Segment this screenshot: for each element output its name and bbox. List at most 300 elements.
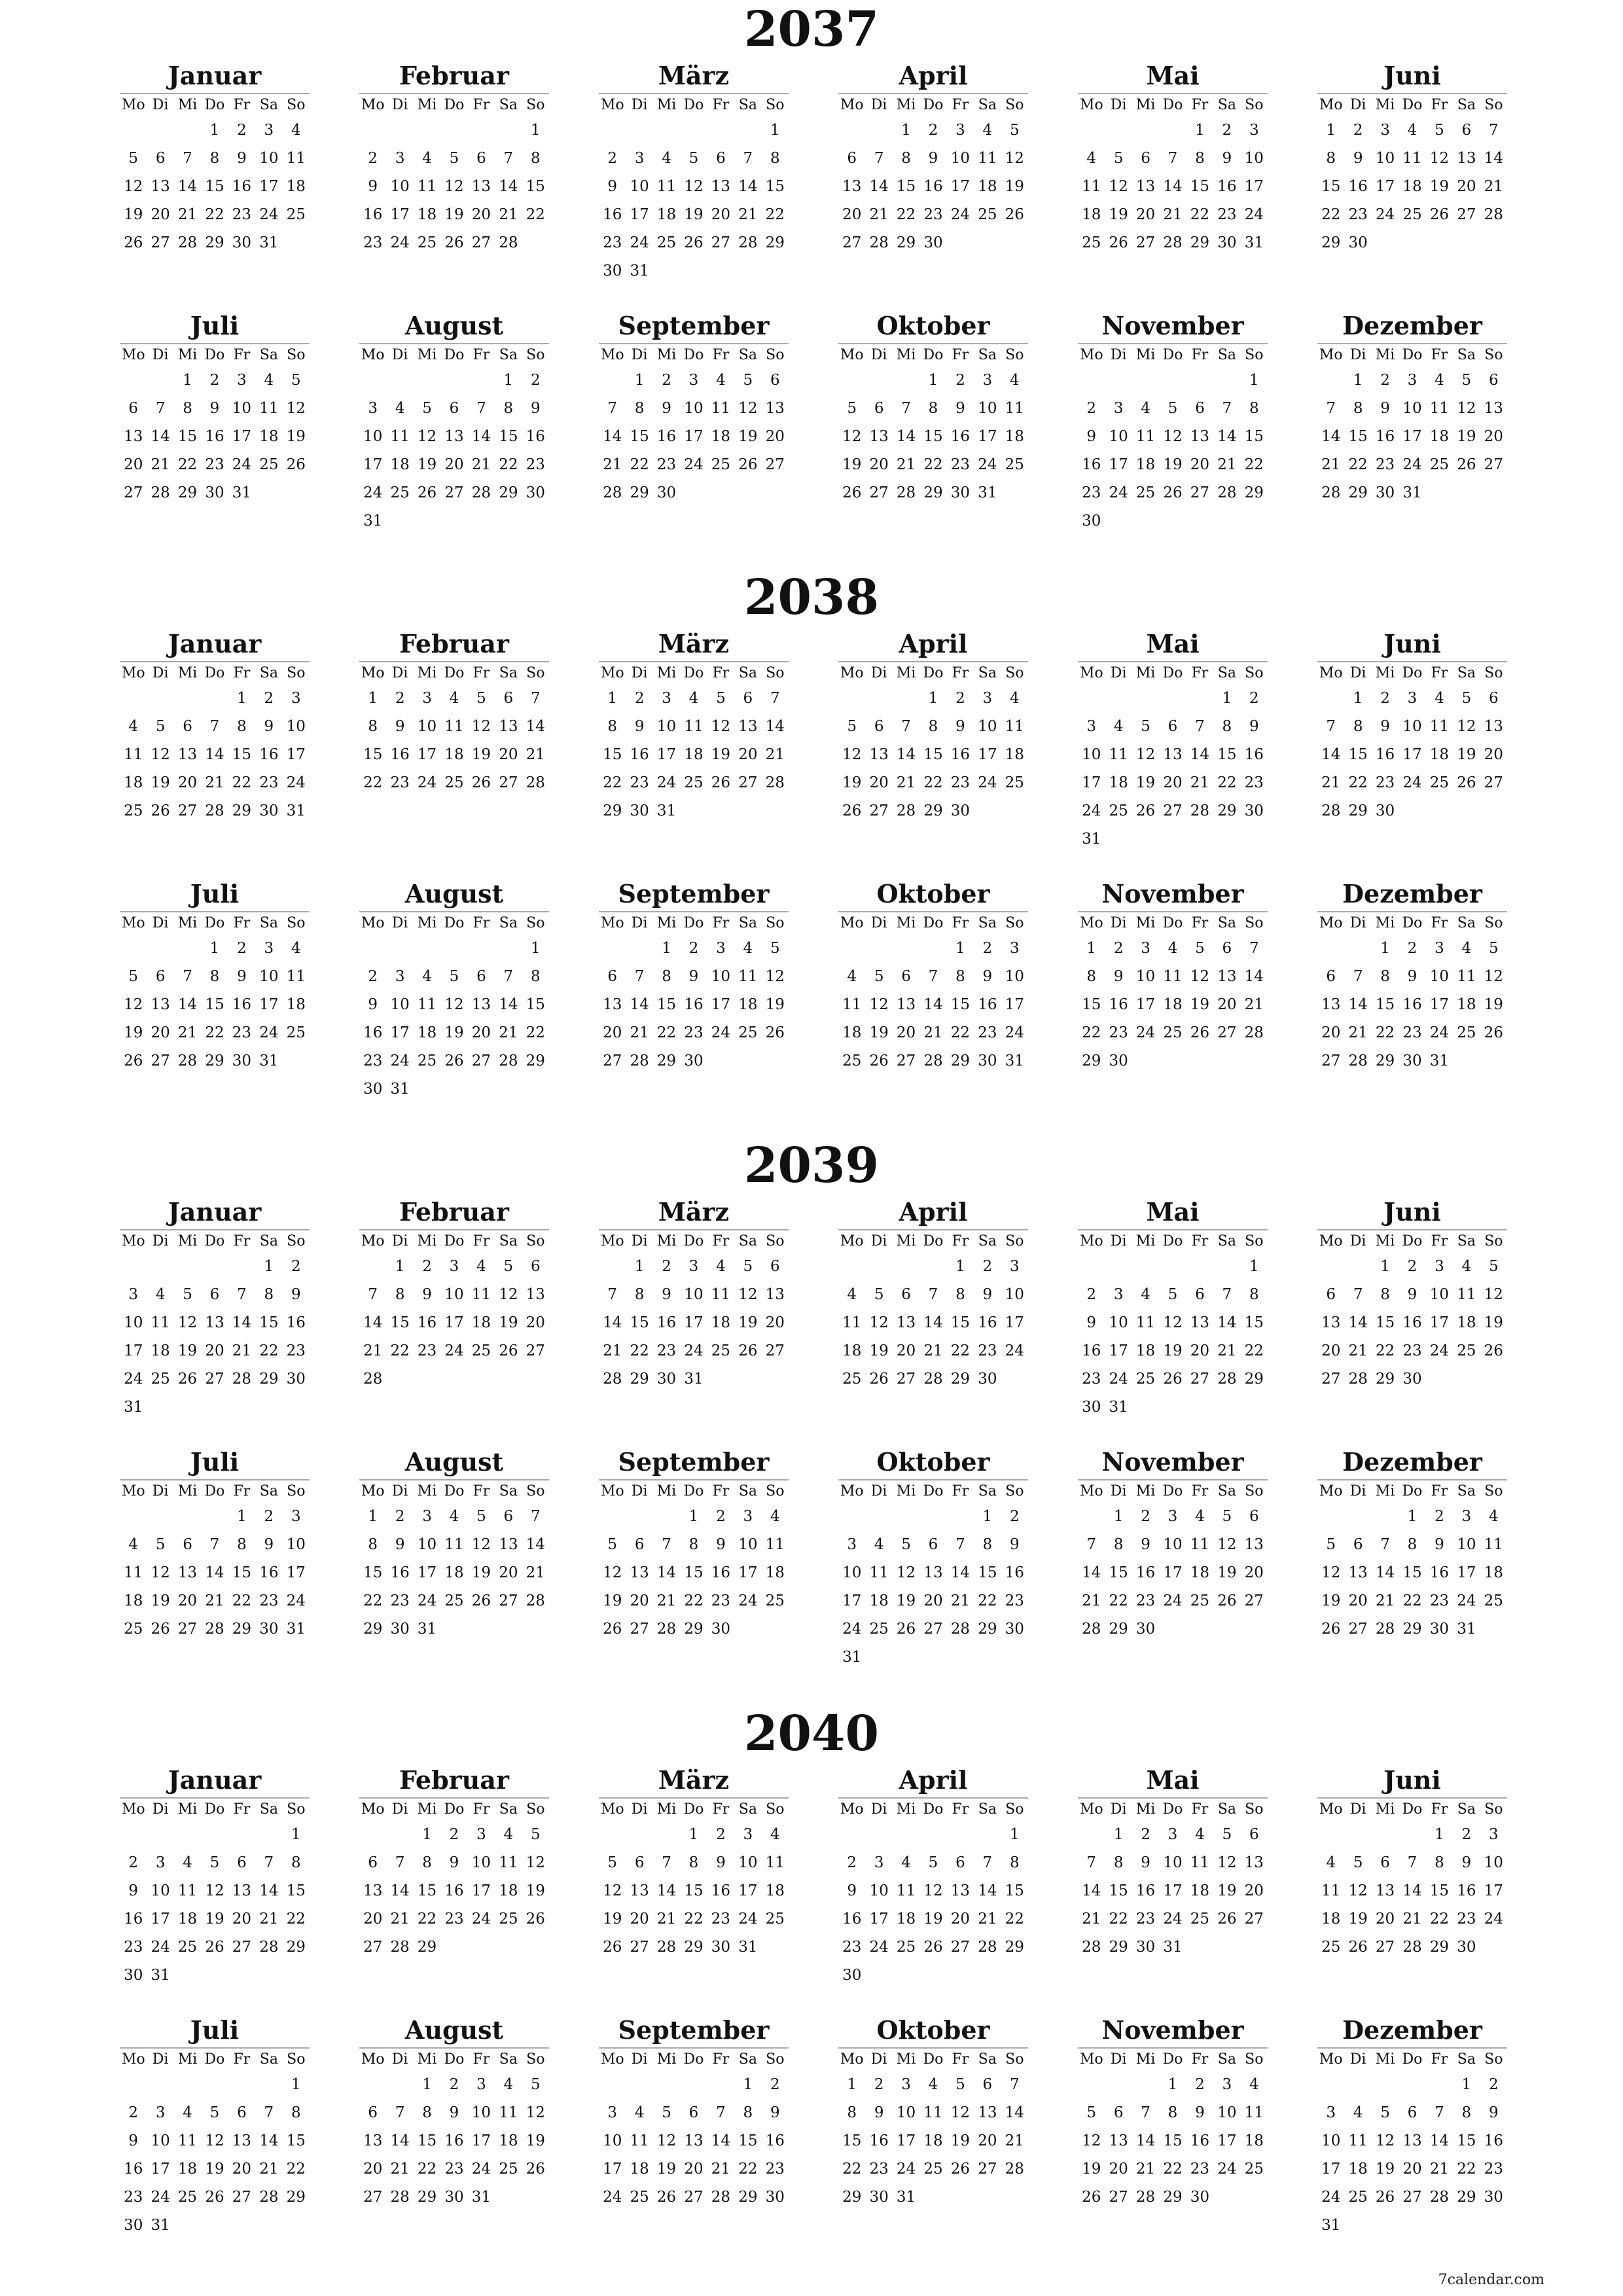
day-cell: 28 (1217, 1371, 1237, 1388)
day-cell: 10 (1005, 1286, 1024, 1303)
day-cell: 20 (526, 1314, 545, 1331)
day-cell: 29 (923, 484, 943, 501)
weekday-label: Do (923, 665, 944, 681)
weekday-header (838, 343, 1028, 367)
day-cell: 11 (1348, 2132, 1368, 2149)
weekday-label: Do (683, 347, 704, 363)
day-cell: 24 (1484, 1910, 1503, 1928)
day-cell: 20 (950, 1910, 971, 1928)
weekday-label: Di (152, 1233, 169, 1249)
day-cell: 3 (1086, 718, 1097, 735)
day-cell: 24 (1429, 1024, 1450, 1041)
day-cell: 17 (1217, 2132, 1237, 2149)
day-cell: 9 (449, 1854, 459, 1871)
weekday-label: So (1005, 1483, 1024, 1499)
day-cell: 26 (1375, 2189, 1395, 2206)
day-cell: 8 (1326, 150, 1336, 167)
day-cell: 24 (1135, 1024, 1156, 1041)
day-cell: 17 (896, 2132, 916, 2149)
day-cell: 10 (259, 968, 279, 985)
weekday-label: So (1005, 1801, 1024, 1818)
day-cell: 30 (869, 2189, 889, 2206)
day-cell: 29 (526, 1052, 545, 1069)
weekday-label: Sa (1457, 1801, 1476, 1818)
day-cell: 19 (738, 428, 758, 445)
day-cell: 2 (955, 690, 965, 707)
month-block (1317, 310, 1507, 546)
day-cell: 5 (874, 968, 884, 985)
weekday-label: Fr (952, 2051, 969, 2068)
day-cell: 11 (151, 1314, 170, 1331)
day-cell: 30 (1457, 1939, 1476, 1956)
weekday-label: Sa (499, 1233, 518, 1249)
day-cell: 3 (264, 122, 274, 139)
day-cell: 2 (1141, 1508, 1150, 1525)
weekday-label: Mi (656, 1233, 677, 1249)
day-cell: 29 (630, 484, 649, 501)
day-cell: 20 (869, 774, 889, 791)
weekday-label: Mi (177, 1483, 198, 1499)
weekday-label: Sa (1217, 665, 1236, 681)
day-cell: 16 (950, 428, 971, 445)
weekday-label: Do (444, 97, 465, 113)
day-cell: 9 (1249, 718, 1259, 735)
day-cell: 7 (1222, 1286, 1232, 1303)
day-cell: 31 (656, 802, 677, 819)
day-cell: 9 (716, 1536, 726, 1553)
weekday-label: Di (391, 1483, 408, 1499)
day-cell: 30 (603, 262, 622, 279)
day-cell: 1 (1380, 940, 1390, 957)
month-block (1317, 2015, 1507, 2250)
day-cell: 16 (286, 1314, 306, 1331)
weekday-label: Fr (473, 915, 490, 931)
weekday-label: Mi (417, 1233, 437, 1249)
day-cell: 2 (688, 940, 699, 957)
day-cell: 5 (1086, 2104, 1097, 2121)
day-cell: 28 (471, 484, 491, 501)
weekday-label: Mo (1319, 1801, 1343, 1818)
day-cell: 24 (363, 484, 383, 501)
day-cell: 4 (1113, 718, 1124, 735)
day-cell: 2 (1353, 122, 1363, 139)
day-cell: 21 (1082, 1592, 1101, 1609)
day-cell: 28 (869, 234, 889, 251)
day-cell: 26 (205, 1939, 224, 1956)
weekday-label: Mi (896, 1801, 916, 1818)
day-cell: 27 (151, 1052, 170, 1069)
day-cell: 21 (363, 1342, 383, 1359)
day-cell: 23 (1217, 206, 1237, 223)
day-cell: 10 (1109, 428, 1128, 445)
day-cell: 18 (765, 1564, 785, 1581)
day-cell: 1 (422, 1826, 432, 1843)
weekday-label: Di (631, 1801, 648, 1818)
day-cell: 24 (711, 1024, 731, 1041)
day-cell: 13 (630, 1882, 649, 1899)
day-cell: 9 (264, 1536, 274, 1553)
day-cell: 8 (955, 1286, 965, 1303)
day-cell: 11 (1135, 428, 1156, 445)
day-cell: 26 (205, 2189, 224, 2206)
day-cell: 1 (928, 372, 938, 389)
day-cell: 12 (471, 718, 491, 735)
weekday-label: Do (1162, 1233, 1183, 1249)
weekday-label: Fr (1431, 2051, 1448, 2068)
day-cell: 17 (1109, 456, 1128, 473)
day-cell: 21 (656, 1910, 677, 1928)
day-cell: 7 (264, 2104, 274, 2121)
day-cell: 23 (978, 1342, 997, 1359)
day-cell: 3 (422, 1508, 432, 1525)
day-cell: 24 (471, 1910, 491, 1928)
day-cell: 14 (869, 178, 889, 195)
day-cell: 21 (869, 206, 889, 223)
weekday-label: Fr (1431, 1801, 1448, 1818)
day-cell: 17 (417, 1564, 437, 1581)
day-cell: 12 (869, 1314, 889, 1331)
day-cell: 16 (1190, 2132, 1210, 2149)
day-cell: 25 (765, 1592, 785, 1609)
day-cell: 16 (1402, 996, 1422, 1013)
day-cell: 18 (711, 428, 731, 445)
weekday-label: So (1005, 97, 1024, 113)
day-cell: 4 (634, 2104, 645, 2121)
day-cell: 14 (603, 428, 622, 445)
day-cell: 27 (630, 1621, 649, 1638)
weekday-label: So (287, 915, 306, 931)
day-cell: 15 (1109, 1882, 1128, 1899)
day-cell: 2 (422, 1258, 432, 1275)
day-cell: 22 (1244, 456, 1264, 473)
day-cell: 17 (286, 746, 306, 763)
day-cell: 26 (1005, 206, 1024, 223)
day-cell: 21 (1005, 2132, 1024, 2149)
day-cell: 24 (286, 1592, 306, 1609)
day-cell: 9 (1407, 968, 1418, 985)
day-cell: 5 (1461, 372, 1472, 389)
weekday-label: Mo (600, 97, 624, 113)
day-cell: 7 (982, 1854, 993, 1871)
day-cell: 17 (1402, 746, 1422, 763)
day-cell: 18 (259, 428, 279, 445)
month-block (359, 2015, 549, 2250)
day-cell: 6 (1249, 1508, 1259, 1525)
month-name: Juli (190, 1447, 240, 1477)
day-cell: 22 (684, 1910, 704, 1928)
weekday-label: Sa (1457, 1483, 1476, 1499)
day-cell: 31 (124, 1399, 143, 1416)
month-block (1317, 878, 1507, 1114)
day-cell: 28 (1005, 2161, 1024, 2178)
weekday-label: Fr (952, 97, 969, 113)
day-cell: 29 (1109, 1939, 1128, 1956)
weekday-header (359, 343, 549, 367)
day-cell: 13 (1163, 746, 1183, 763)
day-cell: 20 (151, 206, 170, 223)
day-cell: 22 (1402, 1592, 1422, 1609)
day-cell: 7 (1086, 1536, 1097, 1553)
day-cell: 29 (499, 484, 518, 501)
day-cell: 4 (503, 2076, 514, 2093)
day-cell: 4 (743, 940, 753, 957)
day-cell: 19 (923, 1910, 943, 1928)
day-cell: 23 (1190, 2161, 1210, 2178)
weekday-label: So (287, 1801, 306, 1818)
day-cell: 25 (390, 484, 410, 501)
weekday-header (359, 2047, 549, 2071)
day-cell: 28 (656, 1621, 677, 1638)
day-cell: 28 (177, 1052, 198, 1069)
day-cell: 10 (1217, 2104, 1237, 2121)
month-block (1078, 310, 1268, 546)
day-cell: 30 (444, 2189, 464, 2206)
day-cell: 23 (259, 774, 279, 791)
weekday-label: Di (1349, 2051, 1366, 2068)
day-cell: 5 (183, 1286, 192, 1303)
month-block (1078, 60, 1268, 296)
day-cell: 26 (738, 456, 758, 473)
day-cell: 13 (978, 2104, 997, 2121)
day-cell: 6 (1461, 122, 1472, 139)
day-cell: 18 (842, 1342, 862, 1359)
day-cell: 8 (955, 968, 965, 985)
day-cell: 25 (1005, 774, 1024, 791)
day-cell: 11 (259, 400, 279, 417)
day-cell: 19 (869, 1024, 889, 1041)
day-cell: 27 (205, 1371, 224, 1388)
day-cell: 30 (1005, 1621, 1024, 1638)
day-cell: 20 (177, 1592, 198, 1609)
day-cell: 25 (738, 1024, 758, 1041)
day-cell: 10 (603, 2132, 622, 2149)
day-cell: 3 (155, 2104, 166, 2121)
weekday-label: Sa (1457, 2051, 1476, 2068)
day-cell: 19 (1217, 1564, 1237, 1581)
weekday-label: Sa (1457, 97, 1476, 113)
day-cell: 14 (259, 2132, 279, 2149)
day-cell: 12 (205, 1882, 224, 1899)
day-cell: 25 (1429, 456, 1450, 473)
day-cell: 16 (1082, 1342, 1101, 1359)
day-cell: 1 (209, 122, 220, 139)
day-cell: 29 (684, 1621, 704, 1638)
day-cell: 12 (1135, 746, 1156, 763)
day-cell: 3 (662, 690, 671, 707)
weekday-header (1078, 661, 1268, 685)
day-cell: 28 (978, 1939, 997, 1956)
month-block (359, 878, 549, 1114)
day-cell: 15 (630, 428, 649, 445)
day-cell: 10 (869, 1882, 889, 1899)
day-cell: 10 (842, 1564, 862, 1581)
weekday-header (359, 1229, 549, 1253)
weekday-label: Mo (121, 1233, 145, 1249)
day-cell: 14 (896, 428, 916, 445)
day-cell: 4 (503, 1826, 514, 1843)
month-block (120, 60, 310, 296)
day-cell: 28 (765, 774, 785, 791)
month-block (1317, 60, 1507, 296)
weekday-label: Sa (738, 347, 757, 363)
day-cell: 14 (205, 746, 224, 763)
day-cell: 28 (1375, 1621, 1395, 1638)
day-cell: 25 (842, 1371, 862, 1388)
day-cell: 21 (765, 746, 785, 763)
weekday-header (1317, 2047, 1507, 2071)
day-cell: 10 (471, 1854, 491, 1871)
weekday-label: Di (1349, 915, 1366, 931)
day-cell: 22 (1348, 456, 1368, 473)
day-cell: 9 (368, 178, 378, 195)
day-cell: 28 (656, 1939, 677, 1956)
weekday-label: Fr (1431, 915, 1448, 931)
day-cell: 2 (982, 1258, 993, 1275)
weekday-label: Do (204, 347, 225, 363)
day-cell: 5 (1141, 718, 1150, 735)
month-name: Februar (399, 629, 509, 658)
weekday-label: Fr (1431, 665, 1448, 681)
weekday-label: Fr (1191, 665, 1209, 681)
day-cell: 4 (1407, 122, 1418, 139)
weekday-label: Sa (1217, 1801, 1236, 1818)
day-cell: 28 (603, 1371, 622, 1388)
weekday-label: Di (1349, 347, 1366, 363)
day-cell: 31 (1109, 1399, 1128, 1416)
day-cell: 6 (1168, 718, 1178, 735)
day-cell: 21 (1217, 456, 1237, 473)
day-cell: 23 (1082, 1371, 1101, 1388)
day-cell: 4 (982, 122, 993, 139)
day-cell: 27 (765, 1342, 785, 1359)
day-cell: 9 (1113, 968, 1124, 985)
day-cell: 26 (1163, 484, 1183, 501)
day-cell: 23 (656, 456, 677, 473)
day-cell: 16 (1484, 2132, 1503, 2149)
day-cell: 2 (530, 372, 541, 389)
weekday-label: Fr (712, 1483, 730, 1499)
day-cell: 17 (738, 1564, 758, 1581)
weekday-label: Do (1162, 2051, 1183, 2068)
day-cell: 9 (1141, 1854, 1150, 1871)
day-cell: 11 (765, 1536, 785, 1553)
month-name: Mai (1146, 1197, 1200, 1227)
day-cell: 21 (1321, 456, 1341, 473)
day-cell: 10 (1457, 1536, 1476, 1553)
day-cell: 18 (765, 1882, 785, 1899)
day-cell: 19 (950, 2132, 971, 2149)
day-cell: 17 (471, 1882, 491, 1899)
weekday-label: Sa (978, 665, 997, 681)
day-cell: 5 (874, 1286, 884, 1303)
weekday-label: So (766, 2051, 785, 2068)
day-cell: 7 (1086, 1854, 1097, 1871)
day-cell: 10 (1402, 400, 1422, 417)
day-cell: 3 (1222, 2076, 1232, 2093)
day-cell: 29 (1005, 1939, 1024, 1956)
day-cell: 27 (711, 234, 731, 251)
day-cell: 13 (1402, 2132, 1422, 2149)
day-cell: 24 (896, 2161, 916, 2178)
day-cell: 13 (869, 746, 889, 763)
day-cell: 28 (1348, 1052, 1368, 1069)
day-cell: 7 (368, 1286, 378, 1303)
month-name: April (899, 61, 968, 90)
day-cell: 20 (1402, 2161, 1422, 2178)
day-cell: 16 (978, 1314, 997, 1331)
day-cell: 8 (368, 718, 378, 735)
day-cell: 9 (955, 718, 965, 735)
day-cell: 22 (232, 774, 252, 791)
day-cell: 19 (1484, 996, 1503, 1013)
day-cell: 9 (264, 718, 274, 735)
day-cell: 11 (656, 178, 677, 195)
day-cell: 30 (684, 1052, 704, 1069)
day-cell: 20 (151, 1024, 170, 1041)
day-cell: 30 (630, 802, 649, 819)
day-cell: 26 (842, 484, 862, 501)
day-cell: 26 (923, 1939, 943, 1956)
weekday-label: Di (1349, 665, 1366, 681)
day-cell: 8 (607, 718, 618, 735)
day-cell: 5 (503, 1258, 514, 1275)
day-cell: 22 (1005, 1910, 1024, 1928)
day-cell: 22 (363, 1592, 383, 1609)
day-cell: 23 (950, 456, 971, 473)
day-cell: 31 (1244, 234, 1264, 251)
day-cell: 17 (978, 428, 997, 445)
weekday-label: Sa (499, 915, 518, 931)
day-cell: 27 (1163, 802, 1183, 819)
day-cell: 24 (738, 1910, 758, 1928)
day-cell: 4 (1086, 150, 1097, 167)
day-cell: 4 (1249, 2076, 1259, 2093)
day-cell: 1 (530, 940, 541, 957)
day-cell: 20 (1109, 2161, 1128, 2178)
day-cell: 8 (209, 968, 220, 985)
day-cell: 29 (765, 234, 785, 251)
day-cell: 6 (183, 1536, 192, 1553)
day-cell: 22 (1109, 1910, 1128, 1928)
day-cell: 5 (530, 2076, 541, 2093)
day-cell: 9 (422, 1286, 432, 1303)
day-cell: 4 (847, 968, 857, 985)
weekday-label: Mo (361, 1233, 385, 1249)
day-cell: 26 (526, 1910, 545, 1928)
month-name: November (1101, 311, 1244, 340)
day-cell: 5 (449, 150, 459, 167)
day-cell: 2 (1086, 400, 1097, 417)
day-cell: 26 (1190, 1024, 1210, 1041)
day-cell: 22 (896, 206, 916, 223)
day-cell: 16 (950, 746, 971, 763)
day-cell: 23 (1484, 2161, 1503, 2178)
day-cell: 18 (1429, 428, 1450, 445)
day-cell: 25 (286, 1024, 306, 1041)
month-name: November (1101, 879, 1244, 908)
day-cell: 14 (232, 1314, 252, 1331)
day-cell: 11 (499, 2104, 518, 2121)
day-cell: 8 (422, 1854, 432, 1871)
day-cell: 27 (950, 1939, 971, 1956)
day-cell: 27 (151, 234, 170, 251)
weekday-label: Di (1110, 915, 1127, 931)
weekday-label: Fr (952, 347, 969, 363)
day-cell: 9 (209, 400, 220, 417)
weekday-label: Di (631, 915, 648, 931)
weekday-label: Di (1110, 1801, 1127, 1818)
day-cell: 19 (1484, 1314, 1503, 1331)
